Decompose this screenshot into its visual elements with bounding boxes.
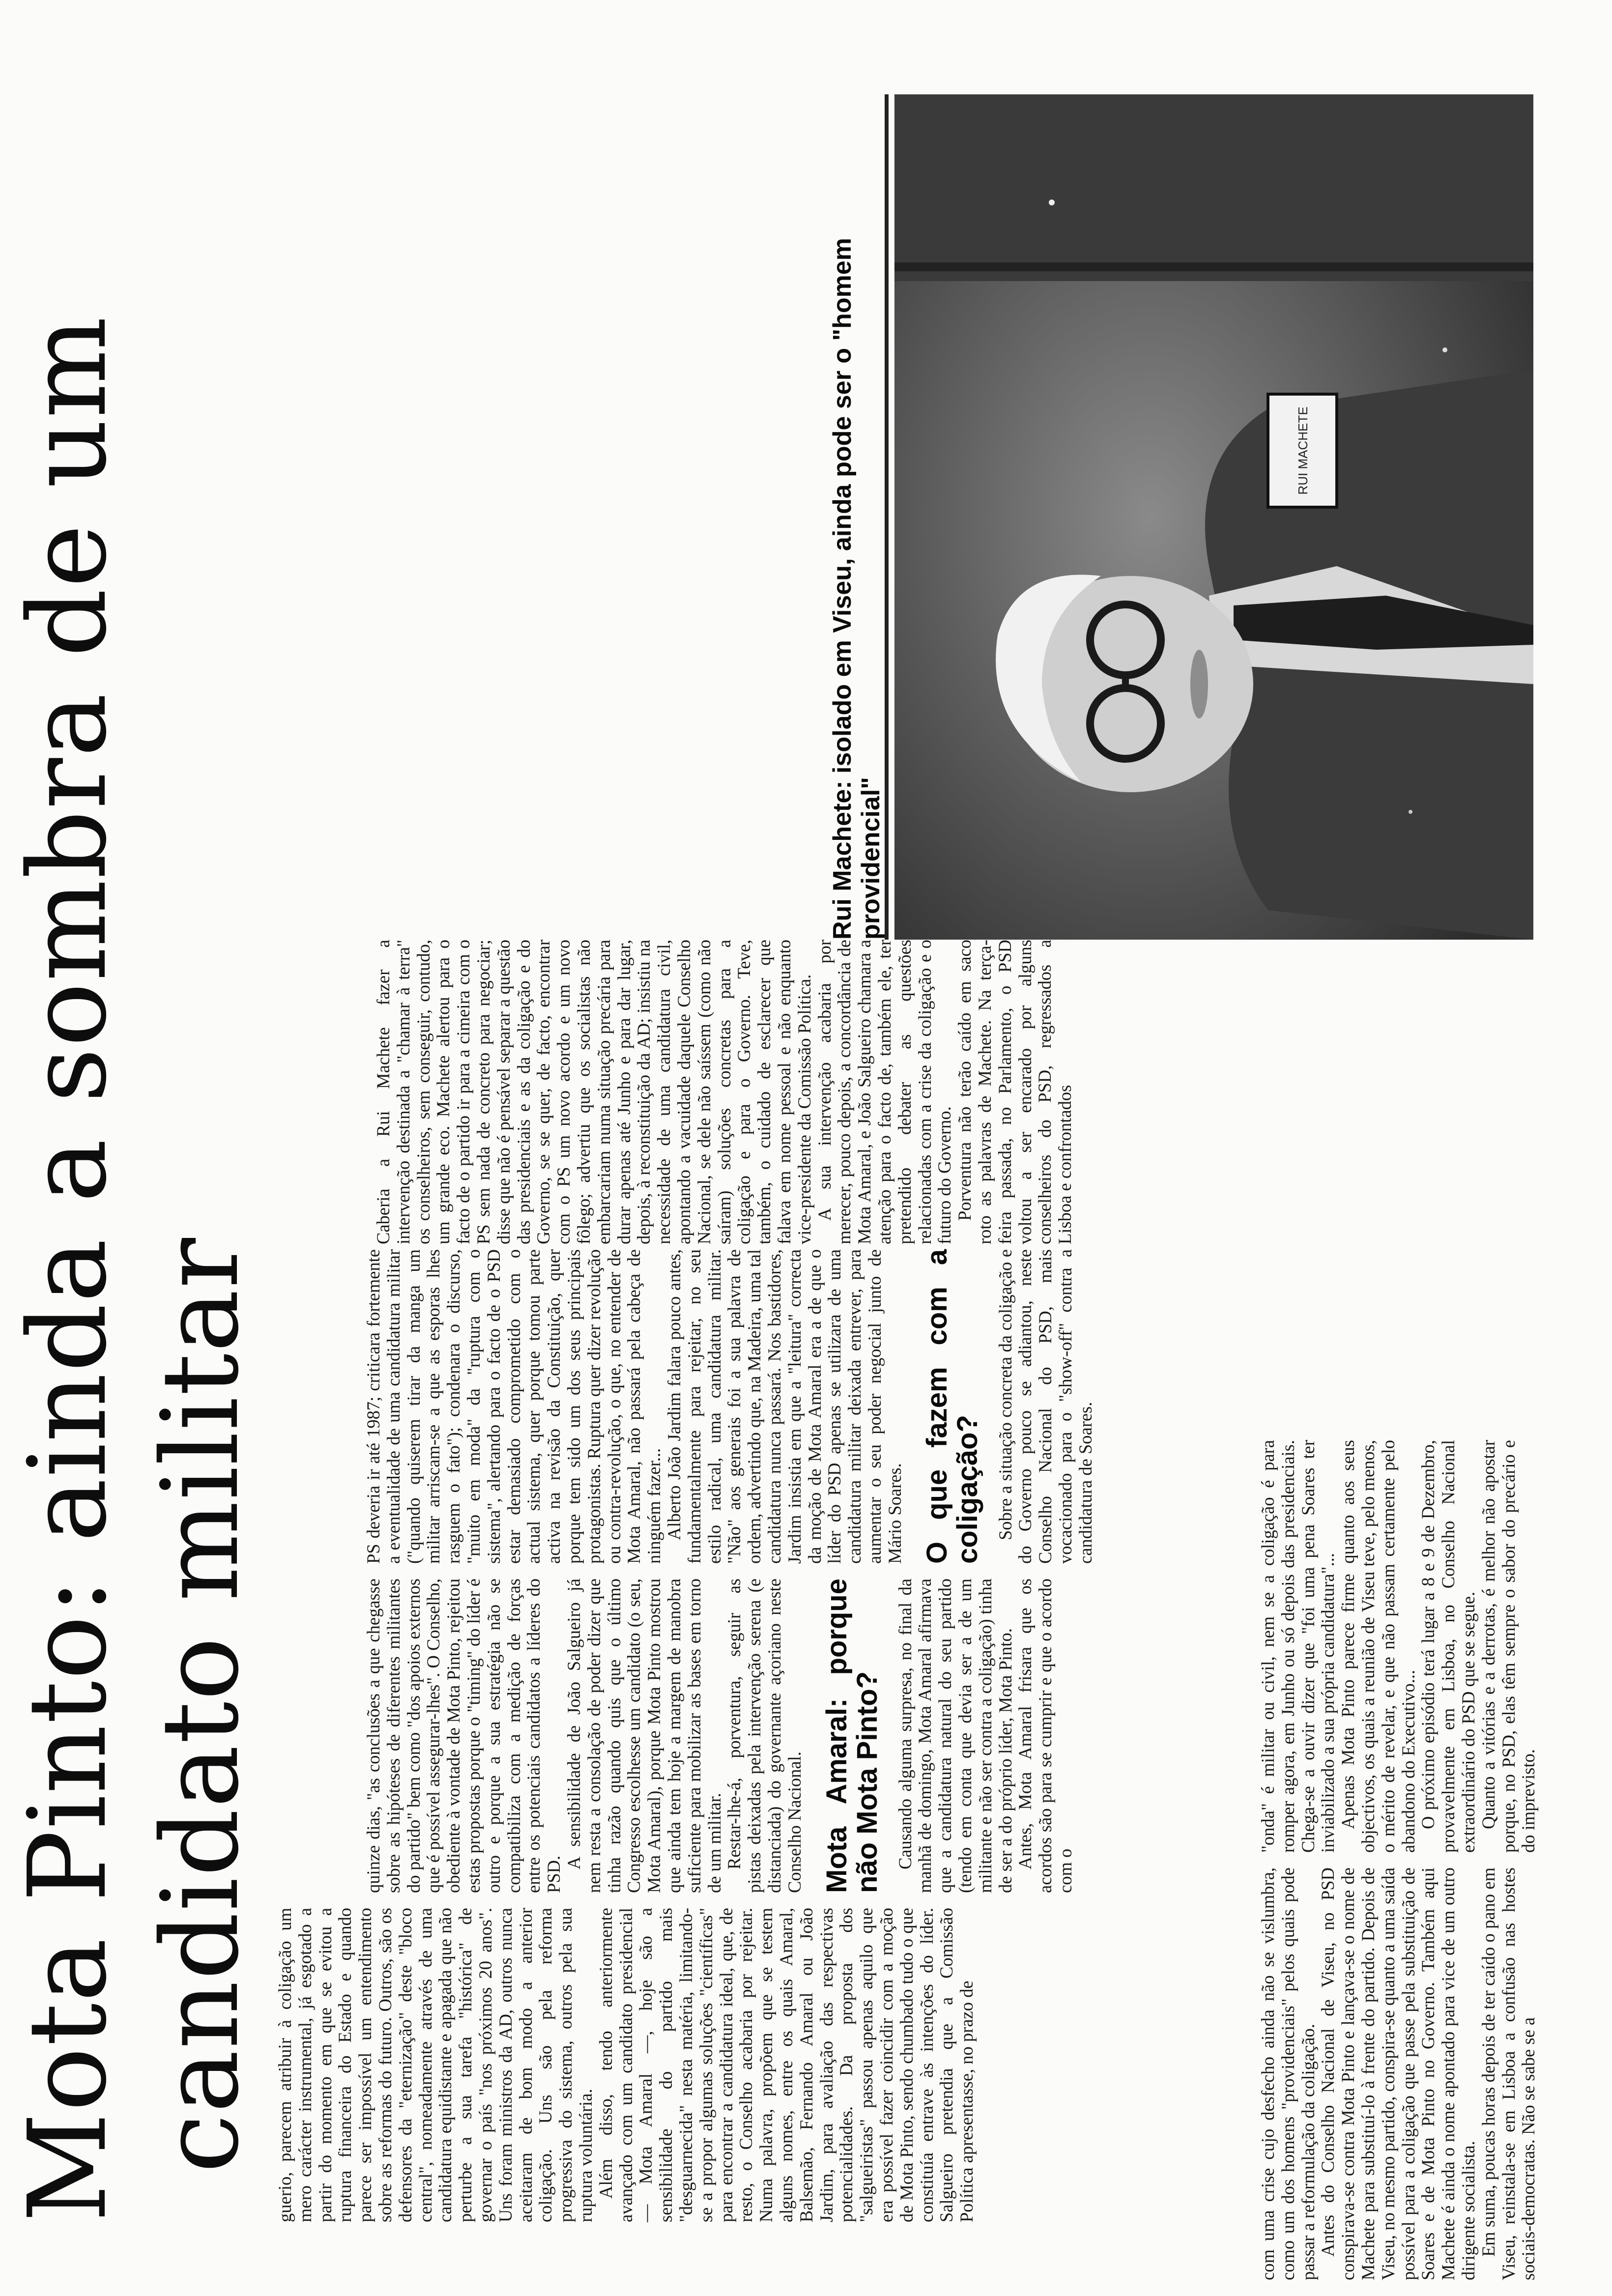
column-5-paragraph-3: Em suma, poucas horas depois de ter caído o pano em Viseu, reinstala-se em Lisboa a confusão nas hostes sociais-democratas. Não se sabe se a — [1478, 1867, 1539, 2280]
column-2-paragraph-2: A sensibilidade de João Salgueiro já nem resta a consolação de poder dizer que tinha razão quando quis que o último Congresso escolhesse um candidato (o seu, Mota Amaral), porque Mota Pinto mostrou que ainda tem hoje a margem de manobra suficiente para mobilizar as bases em torno de um militar. — [563, 1578, 724, 1893]
column-6-paragraph-4: Quanto a vitórias e a derrotas, é melhor não apostar porque, no PSD, elas têm sempre o sabor do precário e do imprevisto. — [1478, 1440, 1539, 1853]
column-2-paragraph-4: Causando alguma surpresa, no final da manhã de domingo, Mota Amaral afirmava que a candidatura natural do seu partido (tendo em conta que devia ser a de um militante e não ser contra a coligação) tinha de ser a do próprio líder, Mota Pinto. — [894, 1578, 1015, 1893]
column-3-paragraph-3: Sobre a situação concreta da coligação e do Governo pouco se adiantou, neste Conselho Nacional do PSD, mais vocacionado para o "show-off" contra a candidatura de Soares. — [995, 1249, 1095, 1564]
column-3-paragraph-2: Alberto João Jardim falara pouco antes, fundamentalmente para rejeitar, no seu estilo radical, uma candidatura militar. "Não" aos generais foi a sua palavra de ordem, advertindo que, na Madeira, uma tal candidatura nunca passará. Nos bastidores, Jardim insistia em que a "leitura" correcta da moção de Mota Amaral era a de que o líder do PSD apenas se utilizara de uma candidatura militar deixada entrever, para aumentar o seu poder negocial junto de Mário Soares. — [663, 1249, 905, 1564]
article-column-6 — [1258, 1440, 1539, 1853]
column-1-paragraph-2: Além disso, tendo anteriormente avançado com um candidato presidencial — Mota Amaral —, hoje são a sensibilidade do partido mais "desguarnecida" nesta matéria, limitando-se a propor algumas soluções "científicas" para encontrar a candidatura ideal, que, de resto, o Conselho acabaria por rejeitar. Numa palavra, propõem que se testem alguns nomes, entre os quais Amaral, Balsemão, Fernando Amaral ou João Jardim, para avaliação das respectivas potencialidades. Da proposta dos "salgueiristas" passou apenas aquilo que era possível fazer coincidir com a moção de Mota Pinto, sendo chumbado tudo o que constituía entrave às intenções do líder. Salgueiro pretendia que a Comissão Política apresentasse, no prazo de — [595, 1908, 977, 2222]
column-2-paragraph-5: Antes, Mota Amaral frisara que os acordos são para se cumprir e que o acordo com o — [1015, 1578, 1075, 1893]
column-5-paragraph-2: Antes do Conselho Nacional de Viseu, no PSD conspirava-se contra Mota Pinto e lançava-se o nome de Machete para substituí-lo à frente do partido. Depois de Viseu, no mesmo partido, conspira-se quanto a uma saída possível para a coligação que passe pela substituição de Soares e de Mota Pinto no Governo. Também aqui Machete é ainda o nome apontado para vice de um outro dirigente socialista. — [1318, 1867, 1478, 2280]
article-column-5 — [1258, 1867, 1539, 2280]
headline-line-1: Mota Pinto: ainda a sombra de um — [6, 316, 130, 2222]
photo-caption: Rui Machete: isolado em Viseu, ainda pode ser o "homem providencial" — [828, 237, 885, 940]
column-6-paragraph-2: Apenas Mota Pinto parece firme quanto aos seus objectivos, os quais a reunião de Viseu teve, pelo menos, o mérito de revelar, e que não passam certamente pelo abandono do Executivo... — [1338, 1440, 1418, 1853]
badge-label: RUI MACHETE — [1295, 406, 1310, 495]
column-4-paragraph-3: Porventura não terão caído em saco roto as palavras de Machete. Na terça-feira passada, no Parlamento, o PSD voltou a ser encarado por alguns conselheiros do PSD, regressados a Lisboa e confrontados — [954, 940, 1075, 1244]
column-4-paragraph-2: A sua intervenção acabaria por merecer, pouco depois, a concordância de Mota Amaral, e João Salgueiro chamara a atenção para o facto de, também ele, ter pretendido debater as questões relacionadas com a crise da coligação e o futuro do Governo. — [814, 940, 955, 1244]
cols-5-6-region — [894, 1410, 1612, 2295]
column-6-paragraph-1: "onda" é militar ou civil, nem se a coligação é para romper agora, em Junho ou só depois das presidenciais. Chega-se a ouvir dizer que "foi uma pena Soares ter inviabilizado a sua própria candidatura"... — [1258, 1440, 1338, 1853]
headline-line-2: candidato militar — [139, 1237, 262, 2173]
cols-5-6-rotated — [894, 1410, 1612, 2295]
column-2-paragraph-1: quinze dias, "as conclusões a que chegasse sobre as hipóteses de diferentes militantes do partido" bem como "dos apoios externos que é possível assegurar-lhes". O Conselho, obediente à vontade de Mota Pinto, rejeitou estas propostas porque o "timing" do líder é outro e porque a sua estratégia não se compatibiliza com a medição de forças entre os potenciais candidatos a líderes do PSD. — [363, 1578, 564, 1893]
column-2-paragraph-3: Restar-lhe-á, porventura, seguir as pistas deixadas pela intervenção serena (e distanciada) do governante açoriano neste Conselho Nacional. — [724, 1578, 805, 1893]
subheading-mota-amaral: Mota Amaral: porque não Mota Pinto? — [820, 1578, 883, 1893]
column-6-paragraph-3: O próximo episódio terá lugar a 8 e 9 de Dezembro, provavelmente em Lisboa, no Conselho Nacional extraordinário do PSD que se segue. — [1418, 1440, 1478, 1853]
column-5-paragraph-1: com uma crise cujo desfecho ainda não se vislumbra, como um dos homens "providenciais" pelos quais pode passar a reformulação da coligação. — [1258, 1867, 1318, 2280]
column-3-paragraph-1: PS deveria ir até 1987; criticara fortemente a eventualidade de uma candidatura militar ("quando quiserem tirar da manga um militar arriscam-se a que as esporas lhes rasguem o fato"); condenara o discurso, "muito em moda" da "ruptura com o sistema", alertando para o facto de o PSD estar demasiado comprometido com o actual sistema, quer porque tomou parte activa na revisão da Constituição, quer porque tem sido um dos seus principais protagonistas. Ruptura quer dizer revolução ou contra-revolução, o que, no entender de Mota Amaral, não passará pela cabeça de ninguém fazer... — [363, 1249, 664, 1564]
subheading-coligacao: O que fazem com a coligação? — [921, 1249, 983, 1564]
column-4-paragraph-1: Caberia a Rui Machete fazer a intervenção destinada a "chamar à terra" os conselheiros, sem conseguir, contudo, um grande eco. Machete alertou para o facto de o partido ir para a cimeira com o PS sem nada de concreto para negociar; disse que não é pensável separar a questão das presidenciais e as da coligação e do Governo, se se quer, de facto, encontrar com o PS um novo acordo e um novo fôlego; advertiu que os socialistas não embarcariam numa situação precária para durar apenas até Junho e para dar lugar, depois, à reconstituição da AD; insistiu na necessidade de uma candidatura civil, apontando a vacuidade daquele Conselho Nacional, se dele não saíssem (como não saíram) soluções concretas para a coligação e para o Governo. Teve, também, o cuidado de esclarecer que falava em nome pessoal e não enquanto vice-presidente da Comissão Política. — [373, 940, 814, 1244]
column-1-paragraph-1: guerio, parecem atribuir à coligação um mero carácter instrumental, já esgotado a partir do momento em que se evitou a ruptura financeira do Estado e quando parece ser impossível um entendimento sobre as reformas do futuro. Outros, são os defensores da "eternização" deste "bloco central", nomeadamente através de uma candidatura equidistante e apagada que não perturbe a sua tarefa "histórica" de governar o país "nos próximos 20 anos". Uns foram ministros da AD, outros nunca aceitaram de bom modo a anterior coligação. Uns são pela reforma progressiva do sistema, outros pela sua ruptura voluntária. — [275, 1908, 596, 2222]
